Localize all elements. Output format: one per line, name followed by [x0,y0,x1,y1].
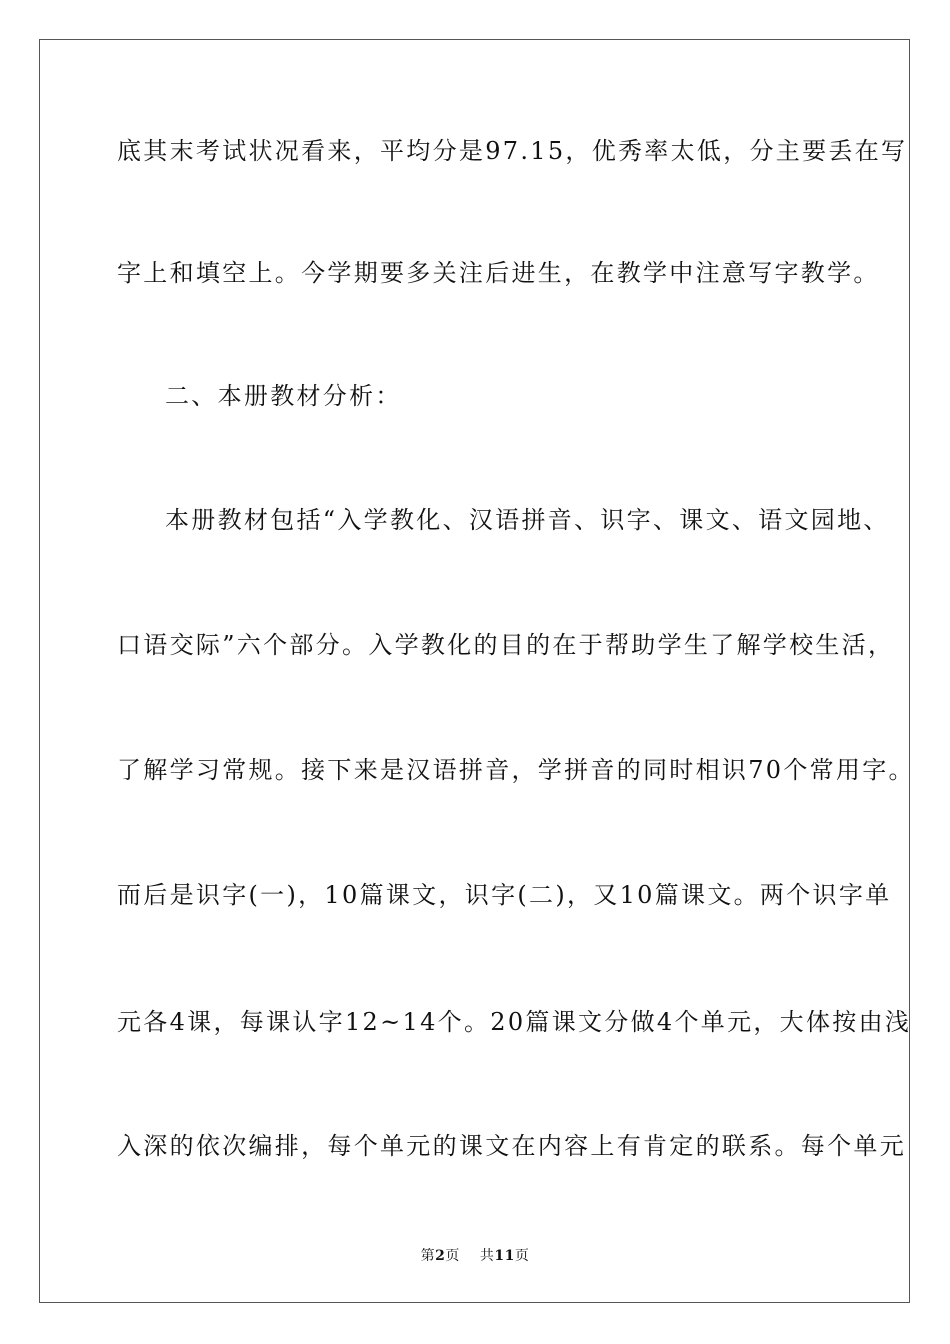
total-suffix: 页 [514,1248,530,1264]
page-suffix: 页 [445,1248,460,1264]
body-text-line-7: 元各4课，每课认字12~14个。20篇课文分做4个单元，大体按由浅 [117,1008,912,1036]
body-text-line-4: 口语交际”六个部分。入学教化的目的在于帮助学生了解学校生活， [117,631,895,659]
body-text-line-1: 底其末考试状况看来，平均分是97.15，优秀率太低，分主要丢在写 [117,137,908,165]
page-number: 2 [435,1248,446,1264]
body-text-line-8: 入深的依次编排，每个单元的课文在内容上有肯定的联系。每个单元 [117,1132,906,1160]
body-text-line-6: 而后是识字(一)，10篇课文，识字(二)，又10篇课文。两个识字单 [117,881,892,909]
total-pages: 11 [494,1248,515,1264]
section-heading: 二、本册教材分析： [165,382,402,410]
body-text-line-2: 字上和填空上。今学期要多关注后进生，在教学中注意写字教学。 [117,259,880,287]
body-text-line-5: 了解学习常规。接下来是汉语拼音，学拼音的同时相识70个常用字。 [117,756,915,784]
total-prefix: 共 [479,1248,495,1264]
page-footer [0,1247,950,1265]
page-prefix: 第 [420,1248,436,1264]
body-text-line-3: 本册教材包括“入学教化、汉语拼音、识字、课文、语文园地、 [165,506,890,534]
page-frame [39,39,915,1303]
